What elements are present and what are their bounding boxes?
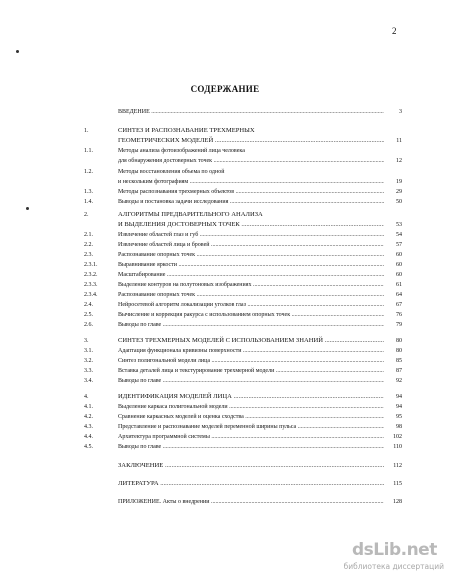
toc-entry bbox=[0, 336, 450, 346]
toc-entry-page: 85 bbox=[396, 358, 402, 364]
toc-entry bbox=[0, 402, 450, 412]
toc-entry bbox=[0, 310, 450, 320]
toc-entry-title: для обнаружения достоверных точек ..... bbox=[118, 156, 384, 166]
toc-entry-page: 3 bbox=[399, 109, 402, 115]
toc-entry-page: 87 bbox=[396, 368, 402, 374]
toc-entry-page: 61 bbox=[396, 282, 402, 288]
toc-entry bbox=[0, 497, 450, 507]
toc-entry-number: 2.1. bbox=[84, 232, 93, 238]
toc-entry-title: ПРИЛОЖЕНИЕ. Акты о внедрении ..... bbox=[118, 497, 384, 507]
toc-entry-page: 54 bbox=[396, 232, 402, 238]
toc-entry bbox=[0, 197, 450, 207]
toc-entry bbox=[0, 126, 450, 136]
page-title: СОДЕРЖАНИЕ bbox=[190, 84, 260, 94]
toc-entry bbox=[0, 442, 450, 452]
toc-entry-number: 2.3.4. bbox=[84, 292, 98, 298]
toc-entry-page: 53 bbox=[396, 222, 402, 228]
toc-entry-title: ВВЕДЕНИЕ ..... bbox=[118, 107, 384, 117]
toc-entry-page: 29 bbox=[396, 189, 402, 195]
toc-entry bbox=[0, 260, 450, 270]
toc-entry-number: 2.2. bbox=[84, 242, 93, 248]
toc-entry bbox=[0, 366, 450, 376]
toc-entry bbox=[0, 412, 450, 422]
toc-entry-page: 60 bbox=[396, 262, 402, 268]
toc-entry-page: 57 bbox=[396, 242, 402, 248]
toc-entry bbox=[0, 167, 450, 177]
toc-entry bbox=[0, 230, 450, 240]
toc-entry-page: 102 bbox=[393, 434, 402, 440]
toc-entry-title: Представление и распознавание моделей переменной ширины пульса ..... bbox=[118, 422, 384, 432]
toc-entry-number: 1.2. bbox=[84, 169, 93, 175]
toc-entry-number: 2.4. bbox=[84, 302, 93, 308]
toc-entry-page: 112 bbox=[393, 463, 402, 469]
toc-entry-number: 4.3. bbox=[84, 424, 93, 430]
toc-entry bbox=[0, 346, 450, 356]
toc-entry-number: 2.3.2. bbox=[84, 272, 98, 278]
toc-entry-number: 2.6. bbox=[84, 322, 93, 328]
toc-entry-title: Методы восстановления объема по одной bbox=[118, 169, 225, 175]
toc-entry bbox=[0, 220, 450, 230]
toc-entry-title: и нескольким фотографиям ..... bbox=[118, 177, 384, 187]
toc-entry-page: 94 bbox=[396, 404, 402, 410]
toc-entry-title: АЛГОРИТМЫ ПРЕДВАРИТЕЛЬНОГО АНАЛИЗА bbox=[118, 211, 263, 218]
toc-entry-number: 4.5. bbox=[84, 444, 93, 450]
toc-entry-number: 3.2. bbox=[84, 358, 93, 364]
toc-entry bbox=[0, 479, 450, 489]
toc-entry-page: 110 bbox=[393, 444, 402, 450]
toc-entry-title: Нейросетевой алгоритм локализации уголков глаз ..... bbox=[118, 300, 384, 310]
toc-entry-page: 19 bbox=[396, 179, 402, 185]
toc-entry-title: Выводы по главе ..... bbox=[118, 376, 384, 386]
toc-entry bbox=[0, 187, 450, 197]
toc-entry-title: ЛИТЕРАТУРА ..... bbox=[118, 479, 384, 489]
toc-entry bbox=[0, 156, 450, 166]
toc-entry-page: 12 bbox=[396, 158, 402, 164]
toc-entry bbox=[0, 320, 450, 330]
toc-entry-title: Извлечение областей лица и бровей ..... bbox=[118, 240, 384, 250]
toc-entry bbox=[0, 280, 450, 290]
toc-entry-title: Синтез полигональной модели лица ..... bbox=[118, 356, 384, 366]
toc-entry-number: 4.4. bbox=[84, 434, 93, 440]
toc-entry-number: 3. bbox=[84, 338, 89, 344]
toc-entry-number: 1. bbox=[84, 128, 89, 134]
toc-entry-number: 2. bbox=[84, 212, 89, 218]
toc-entry-page: 128 bbox=[393, 499, 402, 505]
toc-entry-page: 76 bbox=[396, 312, 402, 318]
toc-entry-number: 2.3. bbox=[84, 252, 93, 258]
toc-entry-page: 94 bbox=[396, 394, 402, 400]
toc-entry bbox=[0, 461, 450, 471]
toc-entry bbox=[0, 432, 450, 442]
toc-entry-title: Выводы и постановка задачи исследования ..... bbox=[118, 197, 384, 207]
toc-entry-title: ИДЕНТИФИКАЦИЯ МОДЕЛЕЙ ЛИЦА ..... bbox=[118, 392, 384, 402]
toc-entry-title: ГЕОМЕТРИЧЕСКИХ МОДЕЛЕЙ ..... bbox=[118, 136, 384, 146]
toc-entry-page: 98 bbox=[396, 424, 402, 430]
toc-entry bbox=[0, 270, 450, 280]
toc-entry-number: 2.3.1. bbox=[84, 262, 98, 268]
toc-entry-page: 79 bbox=[396, 322, 402, 328]
site-subtitle: библиотека диссертаций bbox=[343, 562, 444, 571]
toc-entry bbox=[0, 300, 450, 310]
toc-entry-title: Выводы по главе ..... bbox=[118, 320, 384, 330]
toc-entry-title: Вычисление и коррекция ракурса с использованием опорных точек ..... bbox=[118, 310, 384, 320]
toc-entry-title: Вставка деталей лица и текстурирование трехмерной модели ..... bbox=[118, 366, 384, 376]
toc-entry-page: 11 bbox=[396, 138, 402, 144]
toc-entry-number: 4.2. bbox=[84, 414, 93, 420]
toc-entry-number: 1.3. bbox=[84, 189, 93, 195]
toc-entry-page: 80 bbox=[396, 338, 402, 344]
toc-entry bbox=[0, 376, 450, 386]
toc-entry-page: 80 bbox=[396, 348, 402, 354]
toc-entry-title: СИНТЕЗ И РАСПОЗНАВАНИЕ ТРЕХМЕРНЫХ bbox=[118, 127, 255, 134]
toc-entry-title: Методы распознавания трехмерных объектов ..... bbox=[118, 187, 384, 197]
toc-entry-title: Методы анализа фотоизображений лица человека bbox=[118, 148, 245, 154]
toc-entry-number: 3.4. bbox=[84, 378, 93, 384]
toc-entry-number: 3.1. bbox=[84, 348, 93, 354]
toc-entry-page: 60 bbox=[396, 252, 402, 258]
toc-entry-number: 2.3.3. bbox=[84, 282, 98, 288]
toc-entry bbox=[0, 422, 450, 432]
toc-entry-title: Масштабирование ..... bbox=[118, 270, 384, 280]
toc-entry-number: 1.4. bbox=[84, 199, 93, 205]
toc-entry bbox=[0, 107, 450, 117]
toc-entry-title: Выделение контуров на полутоновых изображениях ..... bbox=[118, 280, 384, 290]
toc-entry-number: 3.3. bbox=[84, 368, 93, 374]
toc-entry bbox=[0, 240, 450, 250]
toc-entry-title: Распознавание опорных точек ..... bbox=[118, 250, 384, 260]
toc-entry-page: 60 bbox=[396, 272, 402, 278]
toc-entry-page: 64 bbox=[396, 292, 402, 298]
toc-entry-page: 92 bbox=[396, 378, 402, 384]
toc-entry bbox=[0, 146, 450, 156]
toc-entry bbox=[0, 136, 450, 146]
toc-entry-title: ЗАКЛЮЧЕНИЕ ..... bbox=[118, 461, 384, 471]
toc-entry bbox=[0, 210, 450, 220]
toc-entry bbox=[0, 392, 450, 402]
page-number: 2 bbox=[392, 26, 397, 36]
toc-entry-title: Распознавание опорных точек ..... bbox=[118, 290, 384, 300]
toc-entry-title: Выводы по главе ..... bbox=[118, 442, 384, 452]
toc-entry-title: Сравнение каркасных моделей и оценка сходства ..... bbox=[118, 412, 384, 422]
toc-entry-title: Выравнивание яркости ..... bbox=[118, 260, 384, 270]
toc-entry-number: 2.5. bbox=[84, 312, 93, 318]
toc-entry-number: 4.1. bbox=[84, 404, 93, 410]
toc-entry bbox=[0, 356, 450, 366]
toc-entry-number: 1.1. bbox=[84, 148, 93, 154]
toc-entry-page: 95 bbox=[396, 414, 402, 420]
toc-entry-page: 67 bbox=[396, 302, 402, 308]
toc-entry-title: Выделение каркаса полигональной модели ..... bbox=[118, 402, 384, 412]
toc-entry-page: 50 bbox=[396, 199, 402, 205]
punch-mark bbox=[16, 50, 19, 53]
toc-entry-title: СИНТЕЗ ТРЕХМЕРНЫХ МОДЕЛЕЙ С ИСПОЛЬЗОВАНИЕМ ЗНАНИЙ ..... bbox=[118, 336, 384, 346]
toc-entry bbox=[0, 250, 450, 260]
site-logo: dsLib.net bbox=[352, 540, 437, 560]
toc-entry bbox=[0, 290, 450, 300]
toc-entry-title: Извлечение областей глаз и губ ..... bbox=[118, 230, 384, 240]
footer-watermark bbox=[343, 540, 444, 574]
toc-entry-number: 4. bbox=[84, 394, 89, 400]
toc-entry-title: Адаптация функционала кривизны поверхности ..... bbox=[118, 346, 384, 356]
toc-entry-page: 115 bbox=[393, 481, 402, 487]
toc-entry-title: Архитектура программной системы ..... bbox=[118, 432, 384, 442]
toc-entry-title: И ВЫДЕЛЕНИЯ ДОСТОВЕРНЫХ ТОЧЕК ..... bbox=[118, 220, 384, 230]
toc-entry bbox=[0, 177, 450, 187]
